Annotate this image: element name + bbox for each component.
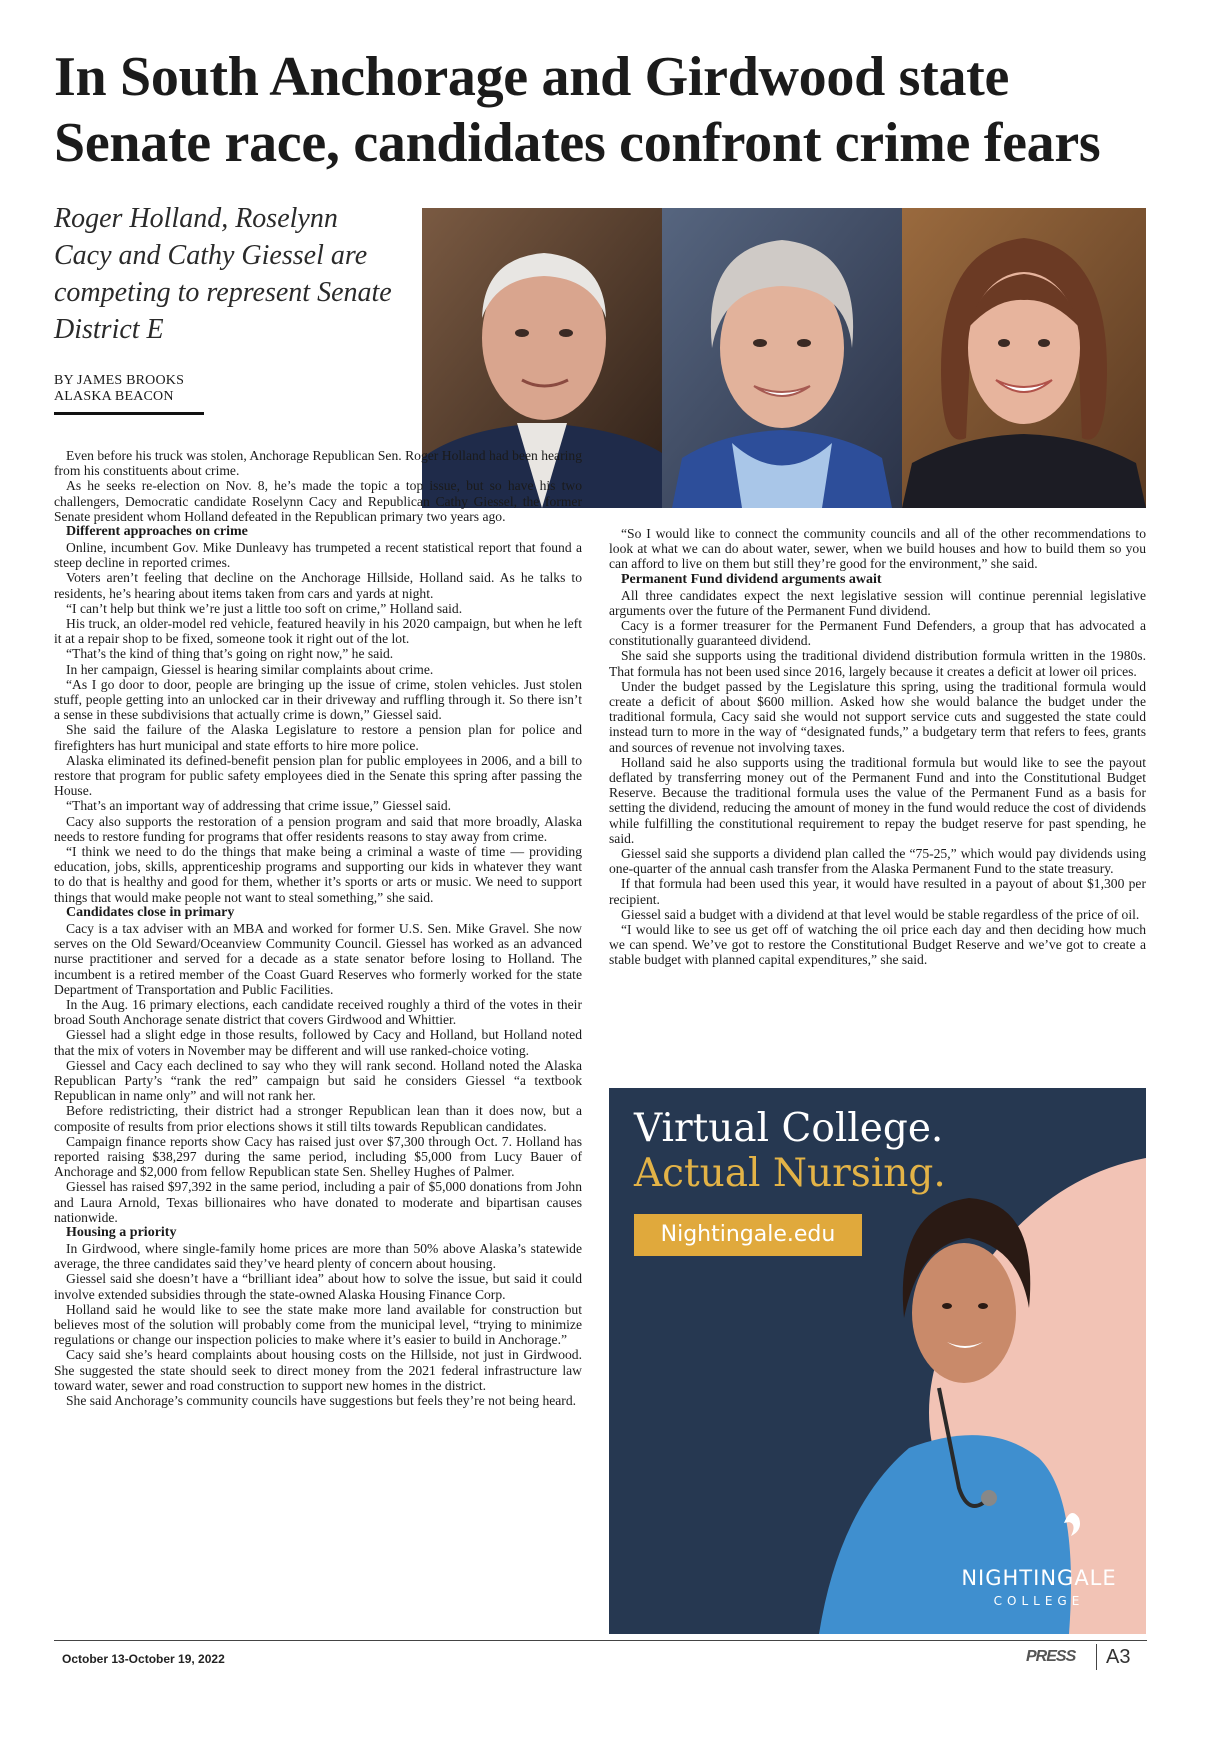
article-paragraph: “I would like to see us get off of watching the oil price each day and then deciding how much we can spend. We’ve got to restore the Constitutional Budget Reserve and we’ve got to create a stable budget with planned capital expenditures,” she said.: [609, 922, 1146, 968]
photo-cathy-giessel: [902, 208, 1146, 508]
article-paragraph: Campaign finance reports show Cacy has raised just over $7,300 through Oct. 7. Holland has reported raising $38,297 during the same period, including $5,000 from Lucy Bauer of Anchorage and $2,000 from fellow Republican state Sen. Shelley Hughes of Palmer.: [54, 1133, 582, 1180]
article-paragraph: “So I would like to connect the community councils and all of the other recommendations to look at what we can do about water, sewer, when we build houses and how to build them so you can afford to live on them but still they’re good for the environment,” she said.: [609, 526, 1146, 572]
article-paragraph: “I can’t help but think we’re just a little too soft on crime,” Holland said.: [66, 600, 463, 616]
article-paragraph: Before redistricting, their district had a stronger Republican lean than it does now, but a composite of results from prior elections shows it still tilts towards Republican candidates.: [54, 1103, 582, 1134]
byline: [54, 373, 184, 405]
article-paragraph: Alaska eliminated its defined-benefit pension plan for public employees in 2006, and a bill to restore that program for public safety employees died in the Senate this spring after passing the House.: [54, 752, 582, 799]
article-paragraph: “That’s an important way of addressing that crime issue,” Giessel said.: [66, 798, 452, 814]
article-paragraph: Holland said he would like to see the state make more land available for construction but believes most of the solution will probably come from the municipal level, “trying to minimize regulations or change our inspection policies to make where it’s easier to build in Anchorage.”: [54, 1301, 582, 1348]
article-paragraph: Cacy said she’s heard complaints about housing costs on the Hillside, not just in Girdwood. She suggested the state should seek to direct money from the 2021 federal infrastructure law toward water, sewer and road construction to support new homes in the district.: [54, 1347, 582, 1393]
article-paragraph: Online, incumbent Gov. Mike Dunleavy has trumpeted a recent statistical report that found a steep decline in reported crimes.: [54, 540, 582, 571]
article-paragraph: Giessel has raised $97,392 in the same period, including a pair of $5,000 donations from John and Laura Arnold, Texas billionaires who have donated to moderate and bipartisan causes nationwide.: [54, 1179, 582, 1225]
byline-author: BY JAMES BROOKS: [54, 373, 185, 388]
article-column-right: [609, 526, 1146, 968]
footer-press-logo: PRESS: [1026, 1648, 1076, 1665]
ad-url-link[interactable]: Nightingale.edu: [634, 1214, 862, 1256]
article-paragraph: Giessel said she doesn’t have a “brilliant idea” about how to solve the issue, but said it could involve extended subsidies through the state-owned Alaska Housing Finance Corp.: [54, 1271, 582, 1302]
section-heading: Candidates close in primary: [66, 904, 235, 920]
article-paragraph: Cacy also supports the restoration of a pension program and said that more broadly, Alaska needs to restore funding for programs that offer residents reasons to stay away from crime.: [54, 813, 582, 844]
article-paragraph: Giessel said she supports a dividend plan called the “75-25,” which would pay dividends using one-quarter of the annual cash transfer from the Alaska Permanent Fund to the state treasury.: [609, 846, 1146, 877]
article-paragraph: His truck, an older-model red vehicle, featured heavily in his 2020 campaign, but when he left it at a repair shop to be fixed, someone took it right out of the lot.: [54, 616, 582, 647]
headline-line-1: In South Anchorage and Girdwood state: [54, 46, 1010, 108]
article-paragraph: All three candidates expect the next legislative session will continue perennial legislative arguments over the future of the Permanent Fund dividend.: [609, 587, 1146, 618]
ad-brand-subtitle: COLLEGE: [993, 1594, 1085, 1608]
article-paragraph: “I think we need to do the things that make being a criminal a waste of time — providing education, jobs, skills, apprenticeship programs and supporting our kids in whatever they want to do that is healthy and good for them, whether it’s sports or arts or music. We need to support things that would make people not want to steal something,” she said.: [54, 844, 582, 905]
article-paragraph: She said the failure of the Alaska Legislature to restore a pension plan for police and firefighters has hurt municipal and state efforts to hire more police.: [54, 722, 582, 753]
photo-roselynn-cacy: [662, 208, 902, 508]
ad-headline-line-1: Virtual College.: [634, 1106, 944, 1151]
article-paragraph: Voters aren’t feeling that decline on the Anchorage Hillside, Holland said. As he talks to residents, he’s hearing about items taken from cars and yards at night.: [54, 570, 582, 601]
section-heading: Different approaches on crime: [66, 524, 248, 540]
footer-date: October 13-October 19, 2022: [62, 1652, 225, 1666]
ad-brand-name: NIGHTINGALE: [961, 1566, 1117, 1590]
article-paragraph: She said Anchorage’s community councils have suggestions but feels they’re not being heard.: [66, 1392, 577, 1408]
nightingale-college-ad[interactable]: [609, 1088, 1146, 1634]
article-column-left: [54, 448, 582, 1408]
section-heading: Housing a priority: [66, 1224, 177, 1240]
byline-outlet: ALASKA BEACON: [54, 389, 174, 404]
article-paragraph: Holland said he also supports using the traditional formula but would like to see the payout deflated by transferring money out of the Permanent Fund and into the Constitutional Budget Reserve. Because the traditional formula uses the value of the Permanent Fund as a basis for setting the dividend, reducing the amount of money in the fund would reduce the cost of dividends while fulfilling the constitutional requirement to repay the budget reserve for past spending, he said.: [609, 754, 1146, 846]
article-paragraph: She said she supports using the traditional dividend distribution formula written in the 1980s. That formula has not been used since 2016, largely because it creates a deficit at lower oil prices.: [609, 648, 1146, 679]
article-paragraph: In the Aug. 16 primary elections, each candidate received roughly a third of the votes in their broad South Anchorage senate district that covers Girdwood and Whittier.: [54, 996, 582, 1028]
headline: [54, 44, 1174, 176]
deck-subheadline: Roger Holland, Roselynn Cacy and Cathy Giessel are competing to represent Senate District E: [54, 203, 392, 345]
section-heading: Permanent Fund dividend arguments await: [621, 571, 882, 587]
article-paragraph: In her campaign, Giessel is hearing similar complaints about crime.: [66, 661, 434, 677]
article-paragraph: Giessel and Cacy each declined to say who they will rank second. Holland noted the Alaska Republican Party’s “rank the red” campaign but said he considers Giessel “a textbook Republican in name only” and will not rank her.: [54, 1057, 582, 1104]
footer-rule: [54, 1640, 1147, 1641]
headline-line-2: Senate race, candidates confront crime fears: [54, 112, 1101, 174]
ad-headline-line-2: Actual Nursing.: [634, 1151, 946, 1196]
byline-rule: [54, 412, 204, 415]
article-paragraph: Cacy is a tax adviser with an MBA and worked for former U.S. Sen. Mike Gravel. She now serves on the Old Seward/Oceanview Community Council. Giessel has worked as an advanced nurse practitioner and served for a decade as a state senator before losing to Holland. The incumbent is a retired member of the Coast Guard Reserves who formerly worked for the state Department of Transportation and Public Facilities.: [54, 920, 582, 997]
article-paragraph: In Girdwood, where single-family home prices are more than 50% above Alaska’s statewide average, the three candidates said they’ve heard plenty of concern about housing.: [54, 1240, 582, 1272]
article-paragraph: Cacy is a former treasurer for the Permanent Fund Defenders, a group that has advocated a constitutionally guaranteed dividend.: [609, 618, 1146, 649]
article-paragraph: As he seeks re-election on Nov. 8, he’s made the topic a top issue, but so have his two challengers, Democratic candidate Roselynn Cacy and Republican Cathy Giessel, the former Senate president whom Holland defeated in the Republican primary two years ago.: [54, 478, 582, 524]
article-paragraph: Under the budget passed by the Legislature this spring, using the traditional formula would create a deficit of about $600 million. Asked how she would balance the budget under the traditional formula, Cacy said she would not support service cuts and suggested the state could instead turn to more in the way of “designated funds,” a budgetary term that refers to fees, grants and sources of revenue not involving taxes.: [609, 678, 1146, 755]
article-paragraph: “That’s the kind of thing that’s going on right now,” he said.: [66, 646, 394, 662]
article-paragraph: “As I go door to door, people are bringing up the issue of crime, stolen vehicles. Just stolen stuff, people getting into an unlocked car in their driveway and ruffling through it. So there isn’t a sense in these subdivisions that actually crime is down,” Giessel said.: [54, 676, 582, 723]
article-paragraph: Giessel said a budget with a dividend at that level would be stable regardless of the price of oil.: [621, 906, 1140, 922]
article-paragraph: Even before his truck was stolen, Anchorage Republican Sen. Roger Holland had been hearing from his constituents about crime.: [54, 448, 582, 479]
article-paragraph: If that formula had been used this year, it would have resulted in a payout of about $1,300 per recipient.: [609, 876, 1146, 907]
footer-page-number: A3: [1106, 1646, 1131, 1668]
footer-separator: [1096, 1644, 1097, 1670]
article-paragraph: Giessel had a slight edge in those results, followed by Cacy and Holland, but Holland noted that the mix of voters in November may be different and will use ranked-choice voting.: [54, 1027, 582, 1058]
